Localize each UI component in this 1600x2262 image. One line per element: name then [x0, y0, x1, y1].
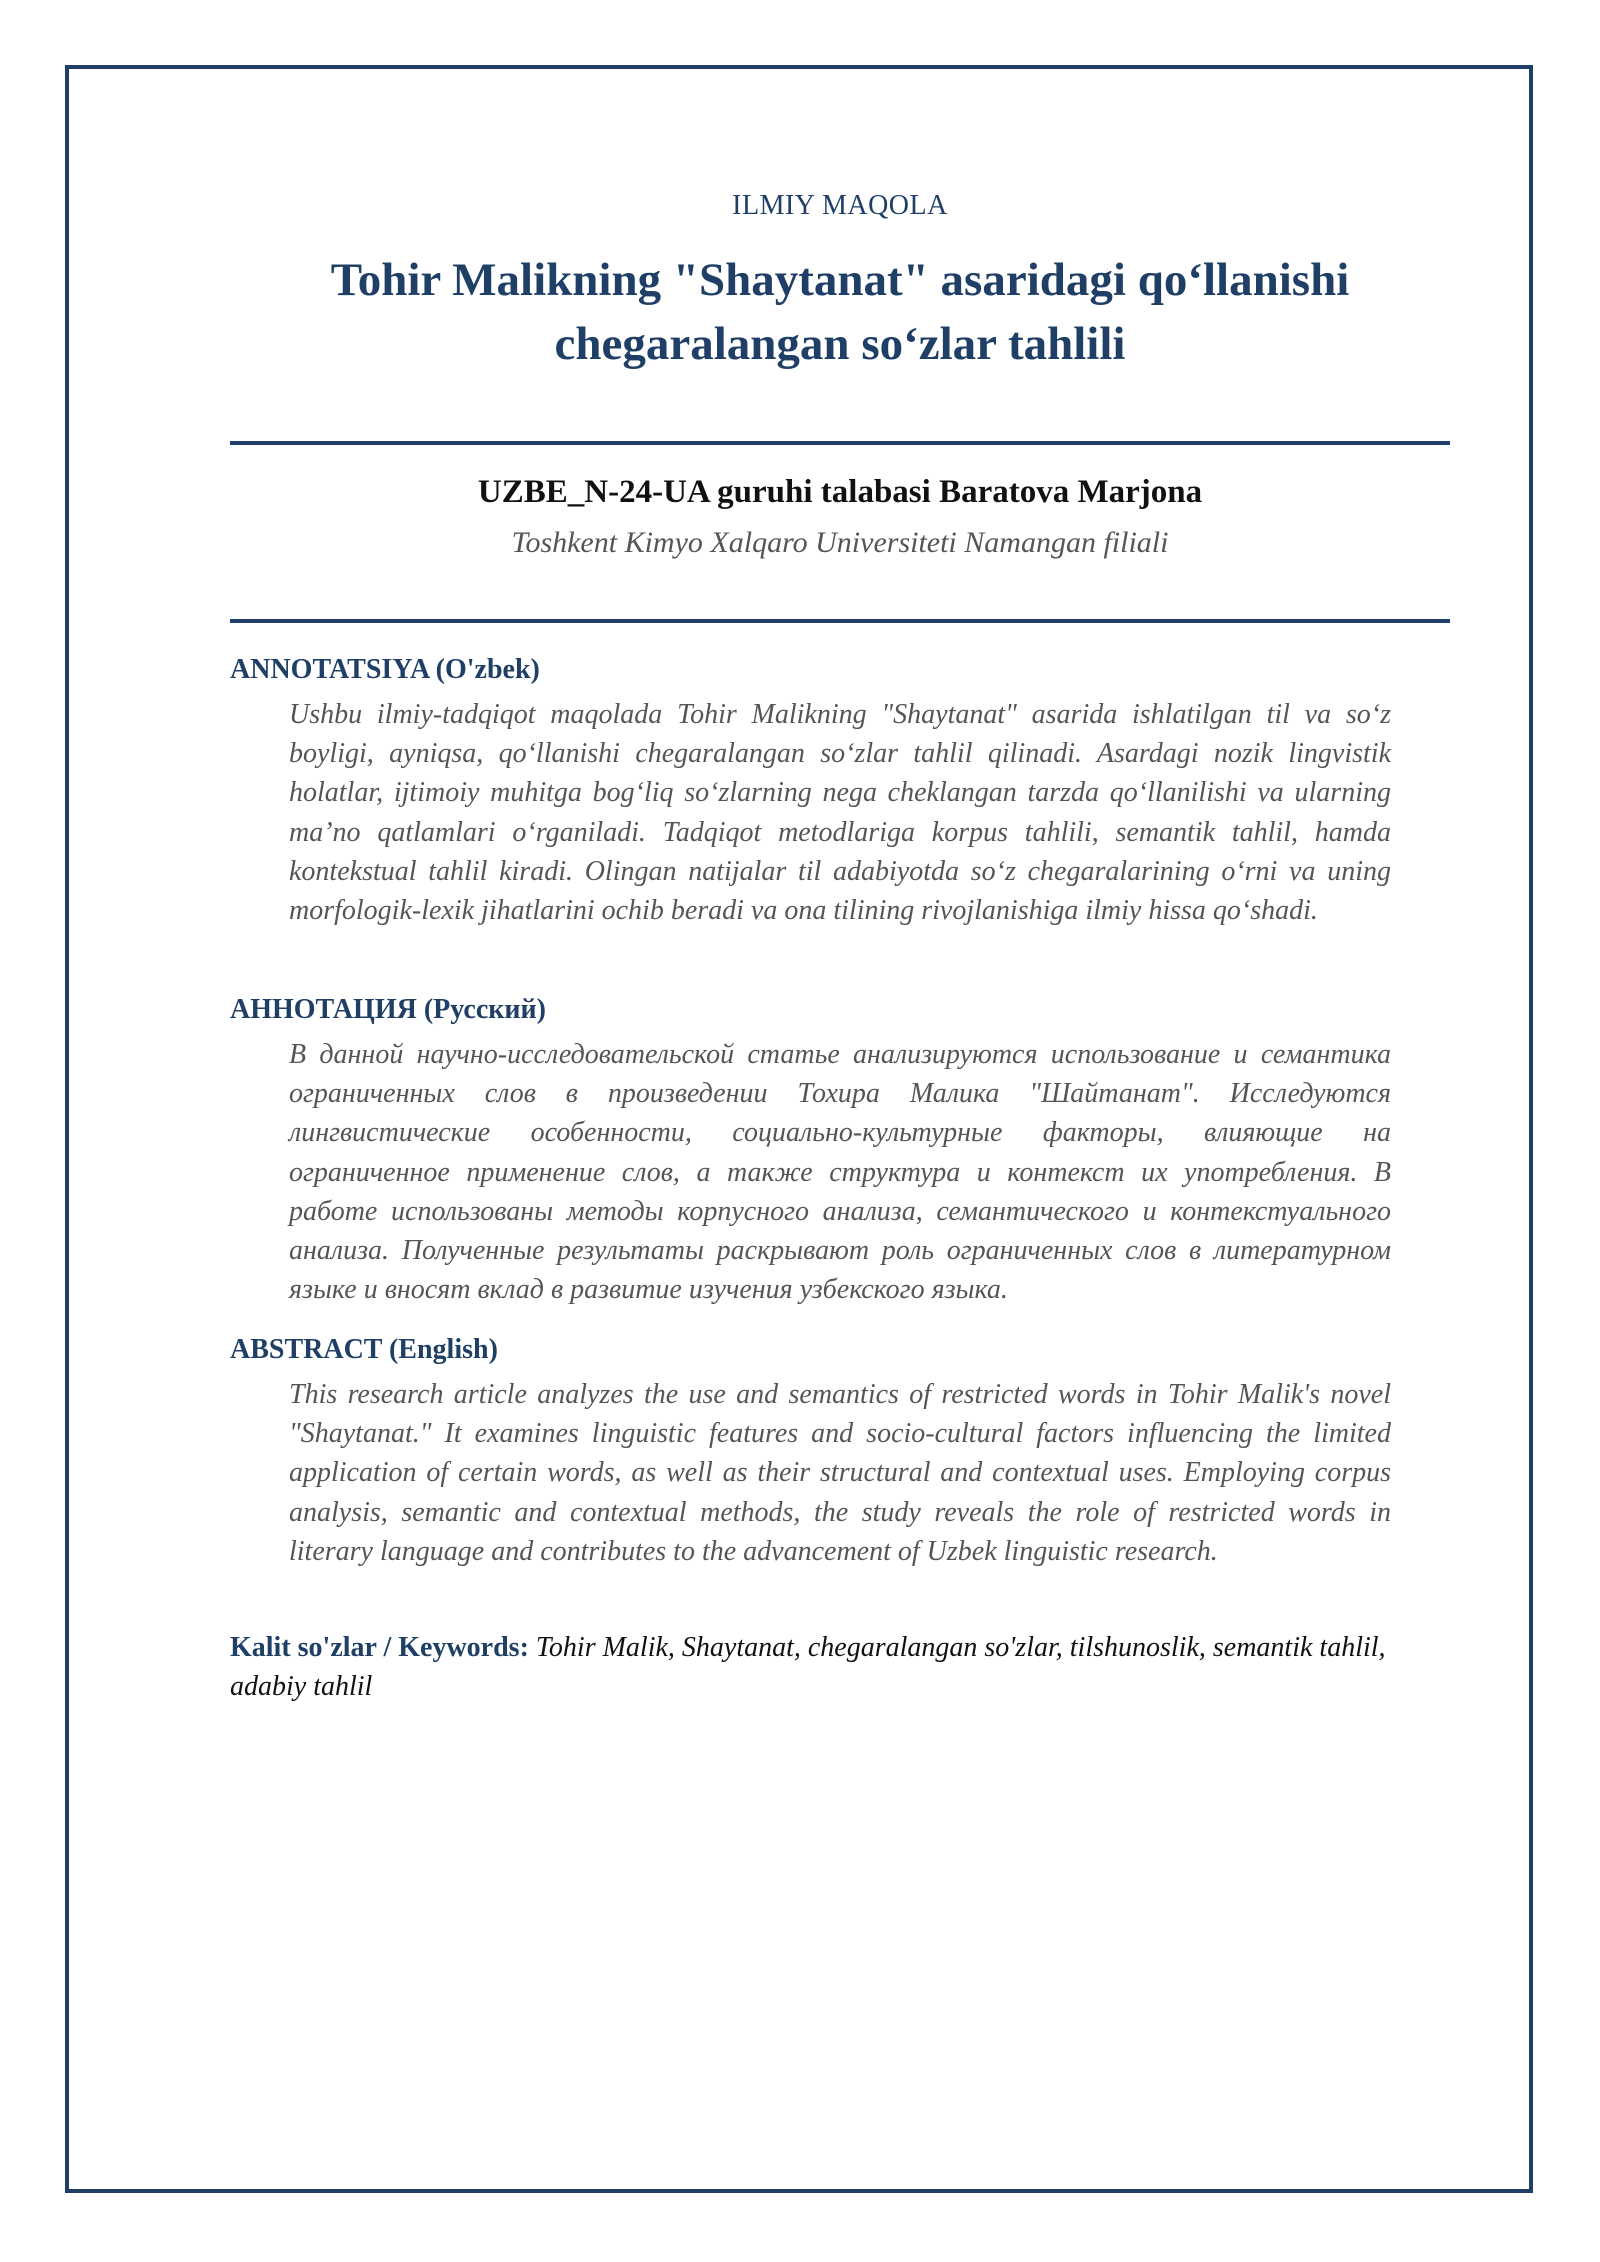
divider-bottom — [230, 619, 1450, 623]
author-affiliation: Toshkent Kimyo Xalqaro Universiteti Namangan filiali — [511, 526, 1169, 559]
abstract-uz-heading: ANNOTATSIYA (O'zbek) — [230, 654, 540, 685]
author-line: UZBE_N-24-UA guruhi talabasi Baratova Marjona — [477, 474, 1203, 510]
divider-top — [230, 441, 1450, 445]
keywords-values: Tohir Malik, Shaytanat, chegaralangan so'zlar, tilshunoslik, semantik tahlil, adabiy tahlil — [230, 1632, 1386, 1703]
keywords-label: Kalit so'zlar / Keywords: — [230, 1632, 529, 1663]
abstract-ru-text: В данной научно-исследовательской статье анализируются использование и семантика ограниченных слов в произведении Тохира Малика "Шайтанат". Исследуются лингвистические особенности, социально-культурные факторы, влияющие на ограниченное применение слов, а также структура и контекст их употребления. В работе использованы методы корпусного анализа, семантического и контекстуального анализа. Полученные результаты раскрывают роль ограниченных слов в литературном языке и вносят вклад в развитие изучения узбекского языка. — [289, 1039, 1391, 1306]
article-title: Tohir Malikning "Shaytanat" asaridagi qo‘llanishi chegaralangan so‘zlar tahlili — [330, 254, 1350, 370]
abstract-uz-text: Ushbu ilmiy-tadqiqot maqolada Tohir Malikning "Shaytanat" asarida ishlatilgan til va so‘z boyligi, ayniqsa, qo‘llanishi chegaralangan so‘zlar tahlil qilinadi. Asardagi nozik lingvistik holatlar, ijtimoiy muhitga bog‘liq so‘zlarning nega cheklangan tarzda qo‘llanilishi va ularning ma’no qatlamlari o‘rganiladi. Tadqiqot metodlariga korpus tahlili, semantik tahlil, hamda kontekstual tahlil kiradi. Olingan natijalar til adabiyotda so‘z chegaralarining o‘rni va uning morfologik-lexik jihatlarini ochib beradi va ona tilining rivojlanishiga ilmiy hissa qo‘shadi. — [289, 699, 1391, 927]
abstract-en-heading: ABSTRACT (English) — [230, 1334, 498, 1365]
abstract-ru-heading: АННОТАЦИЯ (Русский) — [230, 994, 546, 1025]
keywords-line — [230, 1628, 1430, 1706]
abstract-en-text: This research article analyzes the use and semantics of restricted words in Tohir Malik's novel "Shaytanat." It examines linguistic features and socio-cultural factors influencing the limited application of certain words, as well as their structural and contextual uses. Employing corpus analysis, semantic and contextual methods, the study reveals the role of restricted words in literary language and contributes to the advancement of Uzbek linguistic research. — [289, 1379, 1391, 1567]
article-type-label: ILMIY MAQOLA — [732, 190, 948, 221]
